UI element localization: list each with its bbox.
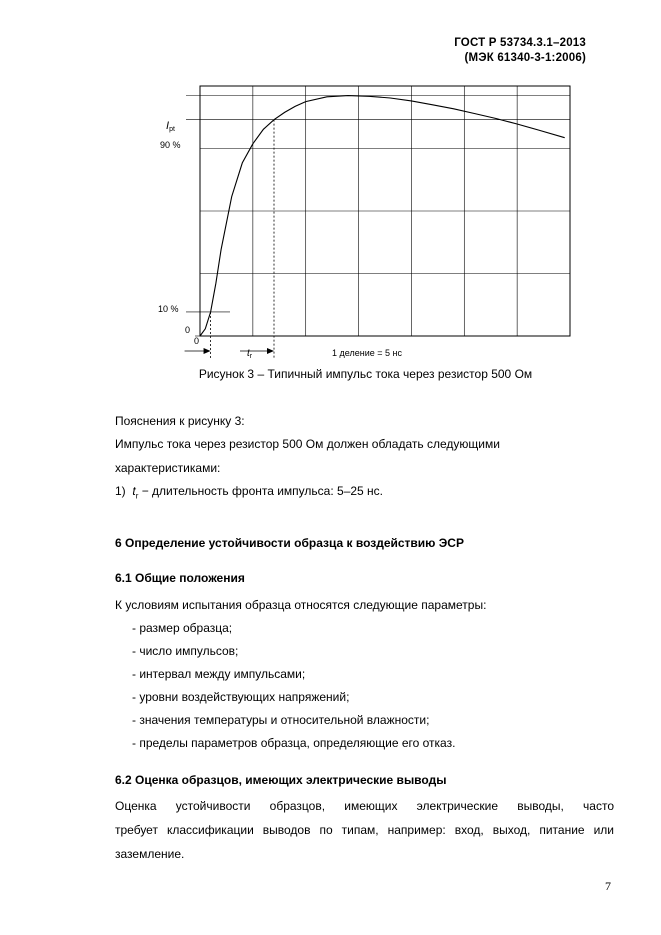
notes-line-1: Импульс тока через резистор 500 Ом должен обладать следующими [115, 437, 500, 451]
reference-lines [186, 96, 570, 336]
param-item: - пределы параметров образца, определяющие его отказ. [132, 736, 456, 750]
rise-time-label: $t_r$ [247, 348, 253, 360]
rise-time-arrows [185, 348, 274, 354]
param-item: - размер образца; [132, 621, 233, 635]
page-number: 7 [605, 879, 611, 893]
rise-time-arrowhead-right [267, 348, 274, 354]
iec-designation: (МЭК 61340-3-1:2006) [464, 52, 586, 64]
standard-designation: ГОСТ Р 53734.3.1–2013 [454, 37, 586, 49]
param-item: - уровни воздействующих напряжений; [132, 690, 350, 704]
param-item: - число импульсов; [132, 644, 239, 658]
pct90-label: 90 % [160, 140, 181, 150]
section-6-1-intro: К условиям испытания образца относятся следующие параметры: [115, 598, 487, 612]
notes-item-1: 1) $t_r$ − длительность фронта импульса: 5–25 нс. [115, 484, 384, 501]
current-pulse-chart [150, 80, 590, 370]
pct10-label: 10 % [158, 304, 179, 314]
section-6-title: 6 Определение устойчивости образца к воздействию ЭСР [115, 536, 464, 550]
x-zero-label: 0 [194, 336, 200, 346]
section-6-2-title: 6.2 Оценка образцов, имеющих электрические выводы [115, 773, 447, 787]
notes-title: Пояснения к рисунку 3: [115, 414, 245, 428]
section-6-2-line-2: требует классификации выводов по типам, например: вход, выход, питание или [115, 823, 614, 837]
figure-caption: Рисунок 3 – Типичный импульс тока через резистор 500 Ом [198, 367, 533, 381]
section-6-1-title: 6.1 Общие положения [115, 571, 245, 585]
y-zero-label: 0 [185, 325, 191, 335]
division-label: 1 деление = 5 нс [332, 348, 402, 358]
section-6-2-line-3: заземление. [115, 847, 185, 861]
pulse-curve [200, 96, 565, 336]
section-6-2-line-1: Оценка устойчивости образцов, имеющих электрические выводы, часто [115, 799, 614, 813]
notes-line-2: характеристиками: [115, 461, 221, 475]
ipt-label: Ipt [166, 120, 175, 133]
param-item: - значения температуры и относительной влажности; [132, 713, 430, 727]
param-item: - интервал между импульсами; [132, 667, 306, 681]
rise-time-arrowhead-left [204, 348, 211, 354]
